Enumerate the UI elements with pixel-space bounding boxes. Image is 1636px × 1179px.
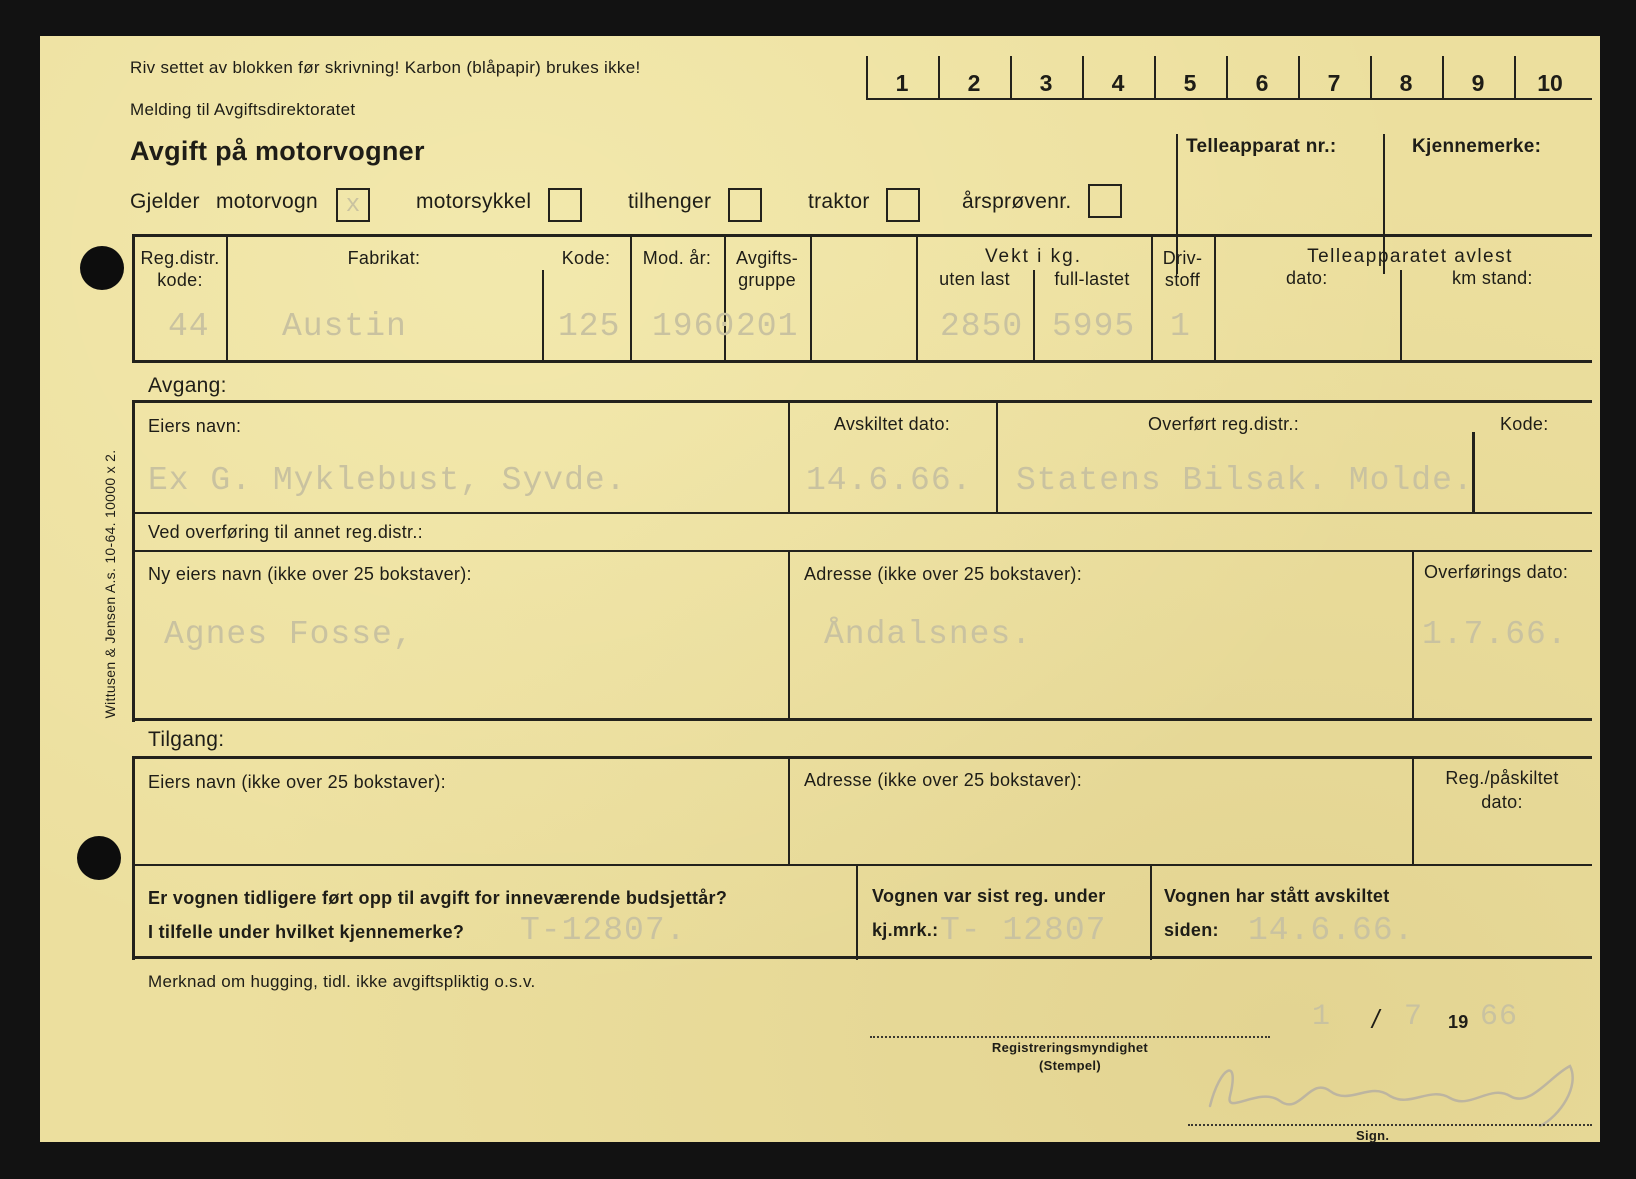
date-year[interactable]: 66: [1480, 1000, 1519, 1034]
number-cell-6: 6: [1255, 70, 1269, 96]
option-arsprovenr-label: årsprøvenr.: [962, 190, 1072, 213]
sign-label: Sign.: [1356, 1128, 1390, 1143]
overforings-dato-label: Overførings dato:: [1424, 562, 1569, 582]
overforings-dato-value[interactable]: 1.7.66.: [1422, 616, 1568, 653]
ny-eier-value[interactable]: Agnes Fosse,: [164, 616, 414, 653]
eiers-navn-label: Eiers navn:: [148, 416, 242, 436]
uten-last-label: uten last: [939, 269, 1010, 289]
uten-last-value[interactable]: 2850: [940, 308, 1024, 345]
full-lastet-value[interactable]: 5995: [1052, 308, 1136, 345]
overfort-value[interactable]: Statens Bilsak. Molde.: [1016, 462, 1474, 499]
eiers-navn-value[interactable]: Ex G. Myklebust, Syvde.: [148, 462, 627, 499]
date-century: 19: [1448, 1012, 1469, 1032]
tilgang-adresse-label: Adresse (ikke over 25 bokstaver):: [804, 770, 1083, 790]
sist-reg-label-2: kj.mrk.:: [872, 920, 939, 940]
drivstoff-value[interactable]: 1: [1170, 308, 1191, 345]
question-1: Er vognen tidligere ført opp til avgift for inneværende budsjettår?: [148, 888, 728, 908]
number-cell-9: 9: [1471, 70, 1485, 96]
drivstoff-label-1: Driv-: [1162, 248, 1203, 268]
registrering-signature-line: [870, 1036, 1270, 1038]
reg-paskiltet-label-2: dato:: [1481, 792, 1523, 812]
number-cell-10: 10: [1537, 70, 1563, 96]
mod-ar-value[interactable]: 1960: [652, 308, 736, 345]
printer-note: Wittusen & Jensen A.s. 10-64. 10000 x 2.: [102, 449, 118, 719]
date-day[interactable]: 1: [1312, 1000, 1332, 1034]
applies-prefix: Gjelder: [130, 190, 200, 213]
fabrikat-value[interactable]: Austin: [282, 308, 407, 345]
registrering-label-1: Registreringsmyndighet: [991, 1040, 1149, 1055]
merknad-label: Merknad om hugging, tidl. ikke avgiftspliktig o.s.v.: [148, 972, 536, 991]
option-motorvogn-checkbox[interactable]: [336, 188, 370, 222]
option-tilhenger-checkbox[interactable]: [728, 188, 762, 222]
vekt-label: Vekt i kg.: [984, 246, 1083, 267]
number-cell-4: 4: [1111, 70, 1125, 96]
adresse-value[interactable]: Åndalsnes.: [824, 616, 1033, 653]
telleapparat-avlest-label: Telleapparatet avlest: [1307, 246, 1513, 267]
date-month[interactable]: 7: [1404, 1000, 1424, 1034]
sign-line: [1188, 1124, 1592, 1126]
avskiltet-since-label-1: Vognen har stått avskiltet: [1164, 886, 1390, 906]
full-lastet-label: full-lastet: [1054, 269, 1130, 289]
kjennemerke-label: Kjennemerke:: [1412, 136, 1542, 157]
avskiltet-dato-value[interactable]: 14.6.66.: [806, 462, 973, 499]
option-tilhenger-label: tilhenger: [628, 190, 712, 213]
ny-eier-label: Ny eiers navn (ikke over 25 bokstaver):: [148, 564, 472, 584]
number-cell-2: 2: [967, 70, 981, 96]
date-slash: /: [1372, 1004, 1380, 1034]
number-cell-3: 3: [1039, 70, 1053, 96]
fabrikat-label: Fabrikat:: [347, 248, 421, 268]
recipient-text: Melding til Avgiftsdirektoratet: [130, 100, 356, 119]
avgang-label: Avgang:: [148, 374, 227, 397]
number-strip-underline: [866, 98, 1592, 100]
dato-label: dato:: [1286, 268, 1328, 288]
option-motorvogn-mark: x: [345, 192, 361, 219]
instruction-text: Riv settet av blokken før skrivning! Karbon (blåpapir) brukes ikke!: [130, 58, 641, 77]
number-cell-8: 8: [1399, 70, 1413, 96]
kode-value[interactable]: 125: [558, 308, 621, 345]
avgiftsgruppe-value[interactable]: 201: [736, 308, 799, 345]
avgiftsgruppe-label-1: Avgifts-: [735, 248, 799, 268]
option-traktor-checkbox[interactable]: [886, 188, 920, 222]
question-answer[interactable]: T-12807.: [520, 912, 687, 949]
telleapparat-label: Telleapparat nr.:: [1186, 136, 1337, 157]
question-2: I tilfelle under hvilket kjennemerke?: [148, 922, 465, 942]
avgiftsgruppe-label-2: gruppe: [738, 270, 796, 290]
reg-distr-value[interactable]: 44: [168, 308, 210, 345]
avskiltet-since-value[interactable]: 14.6.66.: [1248, 912, 1415, 949]
mod-ar-label: Mod. år:: [642, 248, 712, 268]
avskiltet-since-label-2: siden:: [1164, 920, 1219, 940]
vehicle-table-top: [132, 234, 1592, 237]
reg-distr-label-2: kode:: [157, 270, 203, 290]
reg-paskiltet-label-1: Reg./påskiltet: [1445, 768, 1559, 788]
avskiltet-dato-label: Avskiltet dato:: [833, 414, 951, 434]
vehicle-table-bottom: [132, 360, 1592, 363]
drivstoff-label-2: stoff: [1164, 270, 1201, 290]
tilgang-eiers-navn-label: Eiers navn (ikke over 25 bokstaver):: [148, 772, 446, 792]
avgang-kode-label: Kode:: [1500, 414, 1549, 434]
sist-reg-value[interactable]: T- 12807: [940, 912, 1107, 949]
form-title: Avgift på motorvogner: [130, 136, 425, 166]
kode-label: Kode:: [561, 248, 611, 268]
sist-reg-label-1: Vognen var sist reg. under: [872, 886, 1106, 906]
registrering-label-2: (Stempel): [1039, 1058, 1101, 1073]
tilgang-label: Tilgang:: [148, 728, 225, 751]
km-stand-label: km stand:: [1452, 268, 1533, 288]
number-cell-7: 7: [1327, 70, 1341, 96]
reg-distr-label-1: Reg.distr.: [140, 248, 220, 268]
option-motorsykkel-label: motorsykkel: [416, 190, 532, 213]
form-card: [40, 36, 1600, 1142]
punch-hole-bottom: [77, 836, 121, 880]
option-arsprovenr-checkbox[interactable]: [1088, 184, 1122, 218]
adresse-label: Adresse (ikke over 25 bokstaver):: [804, 564, 1083, 584]
option-motorsykkel-checkbox[interactable]: [548, 188, 582, 222]
punch-hole-top: [80, 246, 124, 290]
option-traktor-label: traktor: [808, 190, 870, 213]
ved-overforing-label: Ved overføring til annet reg.distr.:: [148, 522, 423, 542]
option-motorvogn-label: motorvogn: [216, 190, 318, 213]
number-cell-1: 1: [895, 70, 909, 96]
handwritten-signature: [1200, 1046, 1590, 1136]
number-cell-5: 5: [1183, 70, 1197, 96]
overfort-label: Overført reg.distr.:: [1148, 414, 1300, 434]
